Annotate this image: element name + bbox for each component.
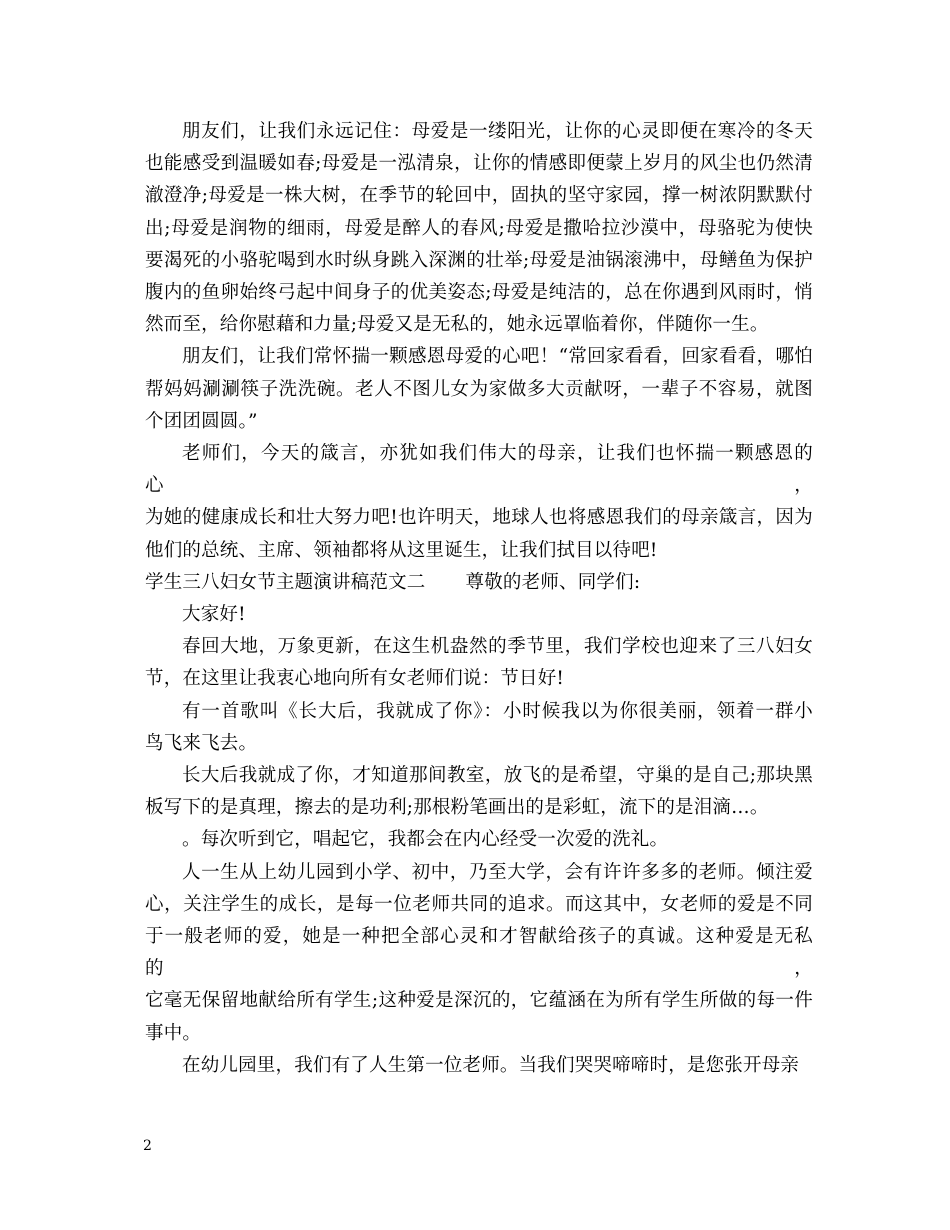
text-line: 板写下的是真理，擦去的是功利;那根粉笔画出的是彩虹，流下的是泪滴…。 [145,797,769,819]
text-line: 也能感受到温暖如春;母爱是一泓清泉，让你的情感即便蒙上岁月的风尘也仍然清 [145,153,813,175]
paragraph [145,760,813,824]
paragraph [145,599,813,631]
text-line: 春回大地，万象更新，在这生机盎然的季节里，我们学校也迎来了三八妇女 [182,636,813,658]
paragraph [145,341,813,438]
text-line: 他们的总统、主席、领袖都将从这里诞生，让我们拭目以待吧! [145,539,658,561]
paragraph [145,857,813,1050]
text-line: 鸟飞来飞去。 [145,732,258,754]
section-heading-line [145,567,813,599]
paragraph [145,631,813,695]
paragraph [145,567,813,599]
greeting: 尊敬的老师、同学们: [465,571,641,593]
paragraph [145,824,813,856]
text-line: 朋友们，让我们常怀揣一颗感恩母爱的心吧！“常回家看看，回家看看，哪怕 [182,346,813,368]
text-line: 出;母爱是润物的细雨，母爱是醉人的春风;母爱是撒哈拉沙漠中，母骆驼为使快 [145,217,813,239]
text-line: 大家好! [182,604,246,626]
paragraph [145,438,813,567]
text-line: 老师们，今天的箴言，亦犹如我们伟大的母亲，让我们也怀揣一颗感恩的心， [145,443,813,497]
text-line: 节，在这里让我衷心地向所有女老师们说：节日好! [145,668,565,690]
section-title: 学生三八妇女节主题演讲稿范文二 [145,571,426,593]
text-line: 有一首歌叫《长大后，我就成了你》：小时候我以为你很美丽，领着一群小 [182,700,813,722]
text-line: 。每次听到它，唱起它，我都会在内心经受一次爱的洗礼。 [182,829,669,851]
page-number: 2 [143,1138,152,1154]
text-line: 在幼儿园里，我们有了人生第一位老师。当我们哭哭啼啼时，是您张开母亲 [182,1054,800,1076]
text-line: 澈澄净;母爱是一株大树，在季节的轮回中，固执的坚守家园，撑一树浓阴默默付 [145,185,813,207]
paragraph [145,696,813,760]
text-line: 朋友们，让我们永远记住：母爱是一缕阳光，让你的心灵即便在寒冷的冬天 [182,121,813,142]
text-line: 个团团圆圆。” [145,410,258,432]
text-line: 然而至，给你慰藉和力量;母爱又是无私的，她永远罩临着你，伴随你一生。 [145,314,769,336]
text-line: 帮妈妈涮涮筷子洗洗碗。老人不图儿女为家做多大贡献呀，一辈子不容易，就图 [145,378,813,400]
text-line: 为她的健康成长和壮大努力吧!也许明天，地球人也将感恩我们的母亲箴言，因为 [145,507,813,529]
paragraph [145,1050,813,1082]
text-line: 于一般老师的爱，她是一种把全部心灵和才智献给孩子的真诚。这种爱是无私的， [145,926,813,980]
text-line: 要渴死的小骆驼喝到水时纵身跳入深渊的壮举;母爱是油锅滚沸中，母鳝鱼为保护 [145,249,813,271]
text-line: 心，关注学生的成长，是每一位老师共同的追求。而这其中，女老师的爱是不同 [145,893,813,915]
text-line: 人一生从上幼儿园到小学、初中，乃至大学，会有许许多多的老师。倾注爱 [182,861,813,883]
paragraph [145,116,813,341]
text-line: 腹内的鱼卵始终弓起中间身子的优美姿态;母爱是纯洁的，总在你遇到风雨时，悄 [145,282,813,304]
text-line: 它毫无保留地献给所有学生;这种爱是深沉的，它蕴涵在为所有学生所做的每一件 [145,990,813,1012]
document-body [145,116,813,1082]
text-line: 长大后我就成了你，才知道那间教室，放飞的是希望，守巢的是自己;那块黑 [182,765,813,787]
text-line: 事中。 [145,1022,202,1044]
